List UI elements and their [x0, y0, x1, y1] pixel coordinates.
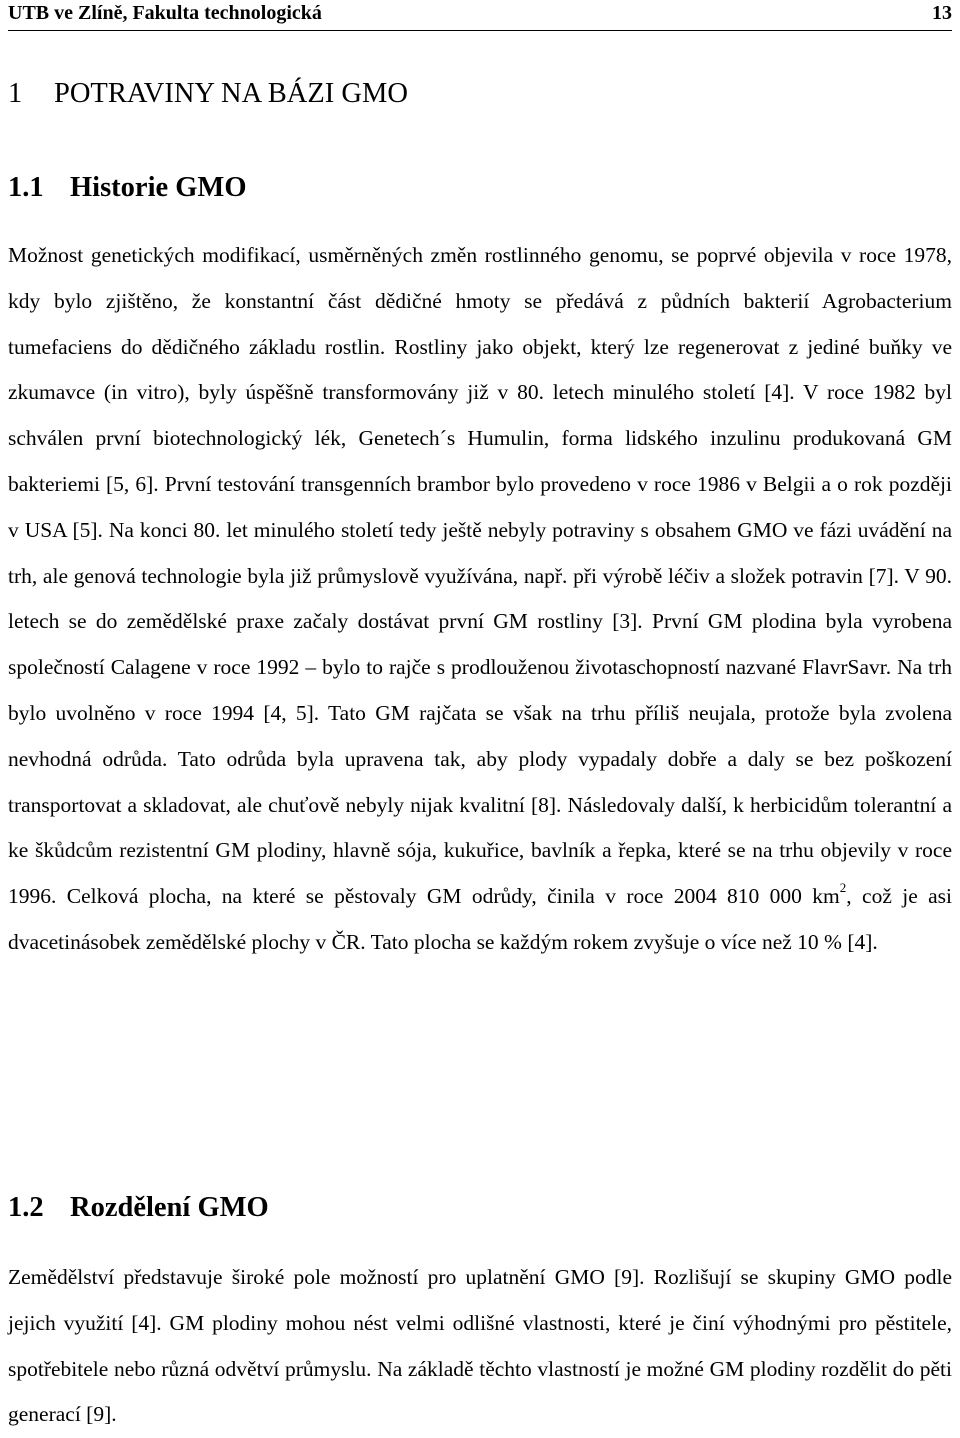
history-paragraph-tail: , což je asi dvacetinásobek zemědělské plochy v ČR. Tato plocha se každým rokem zvyšuje o více než 10 % [4].	[8, 884, 952, 954]
section-number: 1.2	[8, 1192, 44, 1223]
section-title: Historie GMO	[70, 172, 247, 203]
section-heading-division	[8, 1192, 269, 1224]
superscript-2: 2	[839, 880, 847, 895]
history-paragraph	[8, 233, 952, 966]
page-number: 13	[932, 2, 952, 24]
section-title: Rozdělení GMO	[70, 1192, 269, 1223]
history-paragraph-text: Možnost genetických modifikací, usměrněných změn rostlinného genomu, se poprvé objevila v roce 1978, kdy bylo zjištěno, že konstantní část dědičné hmoty se předává z půdních bakterií Agrobacterium tumefaciens do dědičného základu rostlin. Rostliny jako objekt, který lze regenerovat z jediné buňky ve zkumavce (in vitro), byly úspěšně transformovány již v 80. letech minulého století [4]. V roce 1982 byl schválen první biotechnologický lék, Genetech´s Humulin, forma lidského inzulinu produkovaná GM bakteriemi [5, 6]. První testování transgenních brambor bylo provedeno v roce 1986 v Belgii a o rok později v USA [5]. Na konci 80. let minulého století tedy ještě nebyly potraviny s obsahem GMO ve fázi uvádění na trh, ale genová technologie byla již průmyslově využívána, např. při výrobě léčiv a složek potravin [7]. V 90. letech se do zemědělské praxe začaly dostávat první GM rostliny [3]. První GM plodina byla vyrobena společností Calagene v roce 1992 – bylo to rajče s prodlouženou životaschopností nazvané FlavrSavr. Na trh bylo uvolněno v roce 1994 [4, 5]. Tato GM rajčata se však na trhu příliš neujala, protože byla zvolena nevhodná odrůda. Tato odrůda byla upravena tak, aby plody vypadaly dobře a daly se bez poškození transportovat a skladovat, ale chuťově nebyly nijak kvalitní [8]. Následovaly další, k herbicidům tolerantní a ke škůdcům rezistentní GM plodiny, hlavně sója, kukuřice, bavlník a řepka, které se na trhu objevily v roce 1996. Celková plocha, na které se pěstovaly GM odrůdy, činila v roce 2004 810 000 km	[8, 243, 952, 909]
division-paragraph: Zemědělství představuje široké pole možností pro uplatnění GMO [9]. Rozlišují se skupiny GMO podle jejich využití [4]. GM plodiny mohou nést velmi odlišné vlastnosti, které je činí výhodnými pro pěstitele, spotřebitele nebo různá odvětví průmyslu. Na základě těchto vlastností je možné GM plodiny rozdělit do pěti generací [9].	[8, 1265, 952, 1427]
chapter-heading	[8, 78, 408, 110]
running-header	[8, 0, 952, 31]
header-institution: UTB ve Zlíně, Fakulta technologická	[8, 2, 322, 24]
section-number: 1.1	[8, 172, 44, 203]
chapter-title: POTRAVINY NA BÁZI GMO	[54, 78, 408, 109]
chapter-number: 1	[8, 78, 23, 109]
section-heading-history	[8, 172, 247, 204]
